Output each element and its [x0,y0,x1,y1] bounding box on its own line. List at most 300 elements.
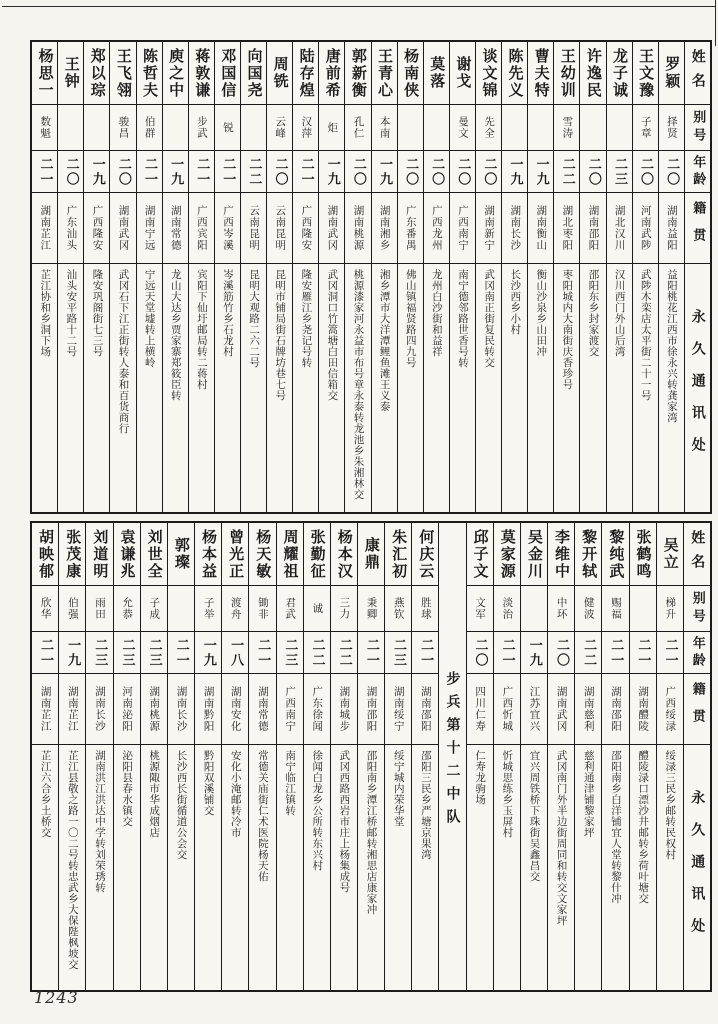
person-age: 二〇 [664,156,680,187]
person-byname-cell [521,585,547,631]
person-name: 张茂康 [64,528,83,580]
person-native: 湖南武冈 [555,686,568,732]
person-byname: 燕钦 [392,597,405,620]
person-column [266,42,292,512]
person-address: 安化小淹邮转冷市 [229,750,242,838]
person-address-cell [58,263,83,512]
person-address-cell [277,744,303,990]
person-age: 二〇 [553,637,569,668]
person-column [276,523,303,990]
person-age-cell [575,631,601,673]
person-name-cell [659,42,684,104]
person-age: 二一 [37,156,53,187]
page-number: 1243 [34,988,79,1007]
person-native: 湖南黔阳 [202,686,215,732]
person-age-cell [331,631,357,673]
person-age: 一九 [200,637,216,668]
person-native: 湖南桃源 [352,205,365,251]
person-address-cell [137,263,162,512]
person-byname-cell [657,585,683,631]
person-name-cell [528,42,553,104]
header-address-cell [684,744,710,990]
person-column [167,523,194,990]
person-byname: 梯升 [664,597,677,620]
person-address: 龙山大达乡贾家寨郑筱臣转 [169,269,182,401]
person-native-cell [114,673,140,744]
person-age: 二三 [146,637,162,668]
person-native: 广西龙州 [430,205,443,251]
person-address-cell [86,744,112,990]
person-column [214,42,240,512]
person-column [371,42,397,512]
header-byname-label: 别号 [689,590,705,627]
person-name: 陆存煌 [297,47,316,99]
person-name-cell [575,523,601,585]
person-age: 二〇 [472,637,488,668]
header-native-cell [684,673,710,744]
person-age-cell [528,150,553,192]
person-address: 武冈石下江正街转人泰和百货商行 [117,269,130,434]
person-name: 杨本汉 [335,528,354,580]
person-name-cell [110,42,135,104]
person-byname-cell [345,104,370,150]
person-age-cell [168,631,194,673]
person-address-cell [249,744,275,990]
person-address-cell [575,744,601,990]
unit-label-cell [439,523,465,990]
person-byname-cell [630,585,656,631]
person-address-cell [548,744,574,990]
person-byname-cell [58,104,83,150]
person-byname-cell [241,104,266,150]
person-address-cell [521,744,547,990]
person-name-cell [657,523,683,585]
person-address: 武冈南门外半边街周同和转交文家坪 [555,750,568,926]
person-address: 黔阳双溪铺交 [202,750,215,816]
person-native: 湖南芷江 [66,686,79,732]
person-age-cell [189,150,214,192]
person-native-cell [345,192,370,263]
person-address-cell [358,744,384,990]
person-name: 莫家源 [498,528,517,580]
person-native: 广西忻城 [501,686,514,732]
person-byname: 胜球 [419,597,432,620]
person-name-cell [398,42,423,104]
person-native: 湖南长沙 [175,686,188,732]
person-native: 湖南芷江 [39,686,52,732]
person-native-cell [494,673,520,744]
person-age-cell [657,631,683,673]
person-column [136,42,162,512]
person-byname-cell [548,585,574,631]
person-address: 桃源陬市华成烟店 [148,750,161,838]
person-name-cell [602,523,628,585]
person-age: 二三 [92,637,108,668]
person-name: 胡映郁 [37,528,56,580]
person-native: 湖北枣阳 [561,205,574,251]
person-native-cell [548,673,574,744]
person-byname-cell [163,104,188,150]
person-byname-cell [372,104,397,150]
person-native-cell [141,673,167,744]
person-byname-cell [494,585,520,631]
person-name-cell [215,42,240,104]
person-address: 汕头安平路十二号 [65,269,78,357]
person-native: 广东徐闻 [311,686,324,732]
person-native: 湖南醴陵 [637,686,650,732]
person-address-cell [502,263,527,512]
person-byname: 三力 [338,597,351,620]
person-name: 向国尧 [245,47,264,99]
person-address: 汉川西门外山后湾 [613,269,626,357]
person-native: 云南昆明 [274,205,287,251]
person-address: 慈利通津铺黎家坪 [582,750,595,838]
header-name-cell [685,42,710,104]
person-age-cell [502,150,527,192]
person-age-cell [476,150,501,192]
person-address-cell [398,263,423,512]
person-native: 广西宾阳 [195,205,208,251]
person-address: 徐闻白龙乡公所转东兴村 [311,750,324,871]
person-native-cell [249,673,275,744]
person-byname-cell [84,104,109,150]
person-age: 二二 [559,156,575,187]
person-address: 武冈南正街复民转交 [483,269,496,368]
person-name-cell [385,523,411,585]
page-edge-rule [715,0,716,46]
person-native-cell [168,673,194,744]
person-name-cell [86,523,112,585]
person-age-cell [32,631,58,673]
person-age: 二三 [119,637,135,668]
person-age: 一九 [526,637,542,668]
person-native: 湖南宁远 [143,205,156,251]
header-native-cell [685,192,710,263]
person-name: 龙子诚 [610,47,629,99]
person-age-cell [215,150,240,192]
person-column [357,523,384,990]
person-byname-cell [659,104,684,150]
person-native-cell [267,192,292,263]
person-native-cell [521,673,547,744]
person-native-cell [59,673,85,744]
person-address-cell [345,263,370,512]
person-age-cell [450,150,475,192]
person-address-cell [59,744,85,990]
unit-divider-column [438,523,465,990]
person-age: 二一 [173,637,189,668]
person-name: 谈文锦 [480,47,499,99]
person-address-cell [114,744,140,990]
person-address: 龙州白沙街和益祥 [430,269,443,357]
person-name-cell [580,42,605,104]
person-age: 二〇 [481,156,497,187]
person-age: 二〇 [585,156,601,187]
person-address: 湖南洪江洪达中学转刘荣琇转 [93,750,106,893]
person-age: 二一 [194,156,210,187]
header-name-label: 姓名 [689,49,706,97]
person-name-cell [494,523,520,585]
person-name: 杨南侠 [402,47,421,99]
person-column [85,523,112,990]
person-address-cell [163,263,188,512]
person-byname-cell [215,104,240,150]
person-native: 四川仁寿 [474,686,487,732]
person-address: 仁寿龙驹场 [474,750,487,805]
person-age: 二一 [499,637,515,668]
header-byname-cell [685,104,710,150]
person-byname: 骏昌 [117,116,130,139]
person-age: 二〇 [272,156,288,187]
person-age-cell [554,150,579,192]
person-name-cell [32,42,57,104]
person-age-cell [398,150,423,192]
person-age: 二〇 [350,156,366,187]
person-name: 周铣 [271,56,290,90]
person-byname: 诚 [311,602,324,615]
header-native-label: 籍贯 [690,201,706,255]
person-name: 王飞翎 [114,47,133,99]
person-native: 湖南绥宁 [392,686,405,732]
person-column [656,523,683,990]
person-native-cell [398,192,423,263]
person-address-cell [331,744,357,990]
person-age: 二一 [662,637,678,668]
person-age-cell [163,150,188,192]
person-age: 二二 [246,156,262,187]
person-age: 二一 [37,637,53,668]
person-age: 二二 [309,637,325,668]
person-age-cell [32,150,57,192]
person-name-cell [59,523,85,585]
person-native-cell [222,673,248,744]
person-byname: 文军 [474,597,487,620]
person-name: 王钟 [62,56,81,90]
person-address-cell [110,263,135,512]
person-address: 宾阳下仙圩邮局转二蒋村 [195,269,208,390]
person-name: 刘道明 [91,528,110,580]
person-native-cell [659,192,684,263]
person-address-cell [450,263,475,512]
person-native-cell [575,673,601,744]
person-byname: 中环 [555,597,568,620]
person-native: 湖南益阳 [665,205,678,251]
person-native-cell [189,192,214,263]
person-native-cell [554,192,579,263]
person-name-cell [168,523,194,585]
person-age: 二二 [336,637,352,668]
person-age: 二二 [581,637,597,668]
person-address: 长沙西乡小村 [509,269,522,335]
person-name: 杨本益 [199,528,218,580]
person-name-cell [222,523,248,585]
person-name: 杨天敏 [254,528,273,580]
header-native-label: 籍贯 [689,682,705,736]
person-name-cell [412,523,438,585]
person-name: 郑以琮 [88,47,107,99]
person-native: 湖南武冈 [326,205,339,251]
person-age-cell [304,631,330,673]
person-age-cell [319,150,344,192]
person-byname: 子章 [639,116,652,139]
person-name-cell [141,523,167,585]
person-column [658,42,684,512]
person-native-cell [195,673,221,744]
person-native: 广西隆安 [91,205,104,251]
person-age-cell [84,150,109,192]
person-address: 芷江六合乡土桥交 [39,750,52,838]
person-column [397,42,423,512]
person-native-cell [633,192,658,263]
person-age-cell [467,631,493,673]
person-name: 袁谦兆 [118,528,137,580]
person-column [221,523,248,990]
person-address: 邵阳东乡封家渡交 [587,269,600,357]
person-native: 湖南长沙 [93,686,106,732]
person-age-cell [249,631,275,673]
person-byname-cell [141,585,167,631]
person-column [606,42,632,512]
person-byname: 孔仁 [352,116,365,139]
person-name: 朱汇初 [390,528,409,580]
person-name-cell [58,42,83,104]
person-native: 湖南常德 [169,205,182,251]
person-native-cell [32,673,58,744]
person-address-cell [168,744,194,990]
person-byname-cell [137,104,162,150]
person-address-cell [372,263,397,512]
person-byname-cell [607,104,632,150]
person-name-cell [607,42,632,104]
header-address-cell [685,263,710,512]
person-byname: 汉萍 [300,116,313,139]
person-native-cell [412,673,438,744]
person-address-cell [32,744,58,990]
person-address: 南宁临江镇转 [284,750,297,816]
person-native-cell [580,192,605,263]
person-age: 二一 [363,637,379,668]
person-age: 一九 [533,156,549,187]
person-column [344,42,370,512]
person-age: 二一 [298,156,314,187]
person-native-cell [84,192,109,263]
person-column [601,523,628,990]
person-age-cell [277,631,303,673]
person-byname-cell [575,585,601,631]
person-column [466,523,493,990]
person-age: 二一 [220,156,236,187]
person-native: 广东汕头 [65,205,78,251]
person-name-cell [548,523,574,585]
person-age-cell [141,631,167,673]
person-name: 张勤征 [308,528,327,580]
person-name-cell [476,42,501,104]
person-native-cell [385,673,411,744]
person-native: 广东番禺 [404,205,417,251]
person-address: 邵阳南乡白洋铺宜人堂转黎什冲 [609,750,622,904]
person-age-cell [607,150,632,192]
person-native: 湖南邵阳 [609,686,622,732]
person-name: 郭新衡 [349,47,368,99]
person-native: 江苏宜兴 [528,686,541,732]
person-address: 忻城思练乡玉屏村 [501,750,514,838]
person-address: 衡山沙泉乡山田冲 [535,269,548,357]
person-address: 佛山镇福贤路四九号 [404,269,417,368]
person-name: 许逸民 [584,47,603,99]
person-native: 湖北汉川 [613,205,626,251]
person-column [248,523,275,990]
person-address-cell [659,263,684,512]
person-column [501,42,527,512]
person-column [411,523,438,990]
person-address: 武冈洞口竹篙塘白田信箱交 [326,269,339,401]
person-name-cell [319,42,344,104]
person-column [632,42,658,512]
person-name: 邱子文 [471,528,490,580]
person-byname: 淡治 [501,597,514,620]
person-byname-cell [86,585,112,631]
person-native: 广西南宁 [456,205,469,251]
person-column [32,42,57,512]
person-address: 醴陵渌口漂沙井邮转乡荷叶塘交 [637,750,650,904]
person-native: 湖南衡山 [535,205,548,251]
person-age: 二一 [608,637,624,668]
person-byname-cell [554,104,579,150]
person-age-cell [58,150,83,192]
person-byname-cell [189,104,214,150]
person-age-cell [385,631,411,673]
person-native-cell [304,673,330,744]
person-byname: 炬 [326,121,339,134]
person-age: 一八 [228,637,244,668]
person-byname: 允恭 [121,597,134,620]
person-name-cell [114,523,140,585]
person-age: 二三 [391,637,407,668]
person-address-cell [304,744,330,990]
person-byname: 健波 [582,597,595,620]
person-native: 广西隆安 [300,205,313,251]
header-byname-label: 别号 [690,109,706,146]
person-age: 二三 [611,156,627,187]
person-address: 隆安雁江乡尧记号转 [300,269,313,368]
person-byname: 君武 [284,597,297,620]
person-age-cell [548,631,574,673]
person-age: 一九 [65,637,81,668]
person-byname: 雪涛 [561,116,574,139]
person-column [423,42,449,512]
person-native-cell [32,192,57,263]
person-byname: 子成 [148,597,161,620]
person-age: 二〇 [638,156,654,187]
person-column [527,42,553,512]
person-address: 邵阳三民乡严塘京果湾 [419,750,432,860]
person-name: 刘世全 [145,528,164,580]
person-name: 庾之中 [167,47,186,99]
person-age-cell [630,631,656,673]
person-byname-cell [424,104,449,150]
person-name: 蒋敦谦 [193,47,212,99]
person-byname-cell [467,585,493,631]
person-byname-cell [195,585,221,631]
person-column [574,523,601,990]
person-byname-cell [580,104,605,150]
person-address: 武陟木栾店太平街二十一号 [639,269,652,401]
person-address: 枣阳城内大南街庆香珍号 [561,269,574,390]
person-name: 曹夫特 [532,47,551,99]
person-native-cell [450,192,475,263]
person-address-cell [494,744,520,990]
person-native: 湖南城步 [338,686,351,732]
